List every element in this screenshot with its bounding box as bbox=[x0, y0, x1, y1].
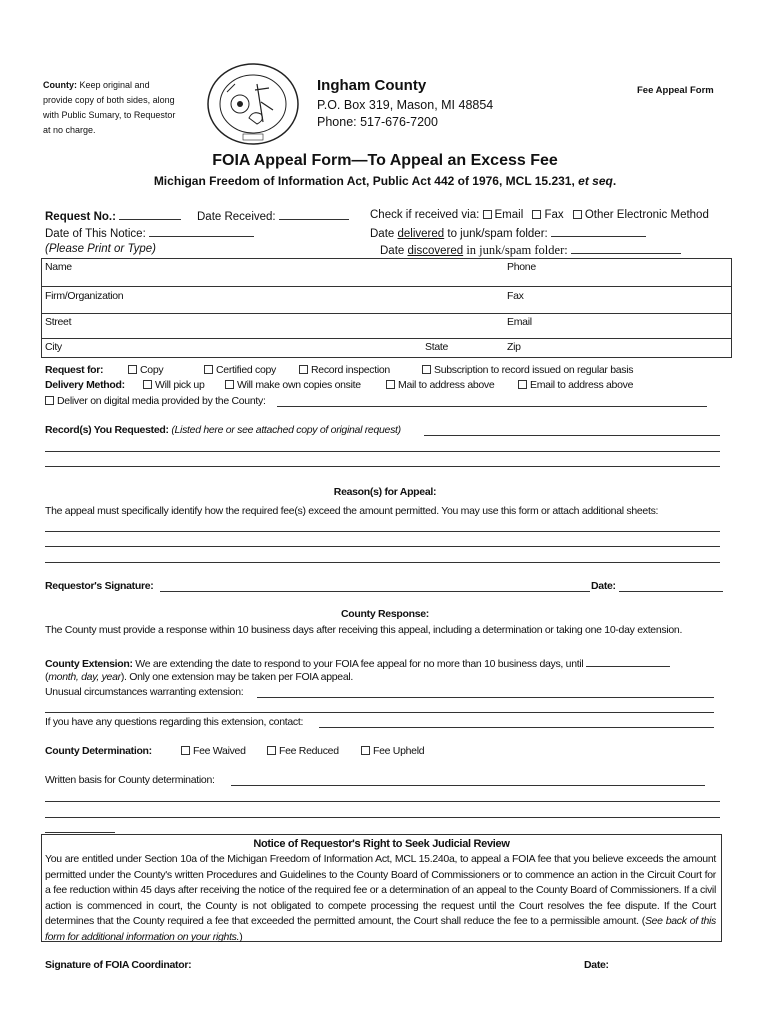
digital-media-line[interactable] bbox=[277, 406, 707, 407]
request-for-option-copy[interactable]: Copy bbox=[128, 364, 163, 376]
coordinator-signature-label: Signature of FOIA Coordinator: bbox=[45, 959, 192, 971]
email-field[interactable]: Email bbox=[507, 316, 532, 328]
checkbox-icon bbox=[267, 746, 276, 755]
contact-table bbox=[41, 258, 732, 358]
via-email-checkbox[interactable] bbox=[483, 210, 492, 219]
checkbox-icon bbox=[225, 380, 234, 389]
name-field[interactable]: Name bbox=[45, 261, 72, 273]
extension-contact-label: If you have any questions regarding this extension, contact: bbox=[45, 716, 304, 728]
state-field[interactable]: State bbox=[425, 341, 449, 353]
delivery-option-pickup[interactable]: Will pick up bbox=[143, 379, 205, 391]
unusual-circumstances-line[interactable] bbox=[257, 697, 714, 698]
firm-field[interactable]: Firm/Organization bbox=[45, 290, 124, 302]
checkbox-icon bbox=[143, 380, 152, 389]
checkbox-icon bbox=[299, 365, 308, 374]
city-field[interactable]: City bbox=[45, 341, 62, 353]
written-basis-label: Written basis for County determination: bbox=[45, 774, 215, 786]
request-for-option-inspection[interactable]: Record inspection bbox=[299, 364, 390, 376]
written-basis-line[interactable] bbox=[45, 832, 115, 833]
street-field[interactable]: Street bbox=[45, 316, 72, 328]
date-delivered-field[interactable] bbox=[551, 226, 646, 237]
unusual-circumstances-label: Unusual circumstances warranting extension: bbox=[45, 686, 244, 698]
delivery-option-mail[interactable]: Mail to address above bbox=[386, 379, 494, 391]
determination-option-waived[interactable]: Fee Waived bbox=[181, 745, 246, 757]
request-for-label: Request for: bbox=[45, 364, 104, 376]
records-requested: Record(s) You Requested: (Listed here or see attached copy of original request) bbox=[45, 424, 401, 436]
form-title: FOIA Appeal Form—To Appeal an Excess Fee bbox=[212, 152, 558, 169]
date-received: Date Received: bbox=[197, 209, 349, 223]
delivery-option-email[interactable]: Email to address above bbox=[518, 379, 633, 391]
checkbox-icon bbox=[128, 365, 137, 374]
delivery-option-onsite[interactable]: Will make own copies onsite bbox=[225, 379, 361, 391]
org-address: P.O. Box 319, Mason, MI 48854 bbox=[317, 98, 494, 112]
records-line[interactable] bbox=[424, 435, 720, 436]
determination-option-reduced[interactable]: Fee Reduced bbox=[267, 745, 339, 757]
checkbox-icon bbox=[386, 380, 395, 389]
form-label: Fee Appeal Form bbox=[637, 85, 714, 96]
delivery-method-label: Delivery Method: bbox=[45, 379, 125, 391]
requestor-signature-label: Requestor's Signature: bbox=[45, 580, 154, 592]
written-basis-line[interactable] bbox=[231, 785, 705, 786]
date-discovered: Date discovered in junk/spam folder: bbox=[380, 243, 681, 258]
checkbox-icon bbox=[45, 396, 54, 405]
county-response-heading: County Response: bbox=[341, 608, 429, 620]
county-response-text: The County must provide a response within 10 business days after receiving this appeal, including a determination or taking one 10-day extension. bbox=[45, 624, 683, 636]
request-no: Request No.: bbox=[45, 209, 181, 223]
request-no-field[interactable] bbox=[119, 209, 181, 220]
extension-contact-line[interactable] bbox=[319, 727, 714, 728]
phone-field[interactable]: Phone bbox=[507, 261, 536, 273]
please-print-note: (Please Print or Type) bbox=[45, 243, 156, 255]
reason-line[interactable] bbox=[45, 531, 720, 532]
checkbox-icon bbox=[518, 380, 527, 389]
records-line[interactable] bbox=[45, 466, 720, 467]
form-subtitle: Michigan Freedom of Information Act, Public Act 442 of 1976, MCL 15.231, et seq. bbox=[153, 174, 617, 188]
reason-line[interactable] bbox=[45, 546, 720, 547]
org-phone: Phone: 517-676-7200 bbox=[317, 115, 438, 129]
signature-date-line[interactable] bbox=[619, 591, 723, 592]
notice-heading: Notice of Requestor's Right to Seek Judicial Review bbox=[253, 838, 510, 850]
reasons-heading: Reason(s) for Appeal: bbox=[333, 486, 437, 498]
date-discovered-field[interactable] bbox=[571, 243, 681, 254]
unusual-circumstances-line[interactable] bbox=[45, 712, 714, 713]
records-line[interactable] bbox=[45, 451, 720, 452]
extension-date-field[interactable] bbox=[586, 656, 670, 667]
extension-format-note: (month, day, year). Only one extension may be taken per FOIA appeal. bbox=[45, 671, 354, 683]
checkbox-icon bbox=[361, 746, 370, 755]
delivery-option-digital[interactable]: Deliver on digital media provided by the County: bbox=[45, 395, 266, 407]
requestor-signature-line[interactable] bbox=[160, 591, 590, 592]
reasons-instruction: The appeal must specifically identify how the required fee(s) exceed the amount permitted. You may use this form or attach additional sheets: bbox=[45, 505, 659, 517]
notice-body: You are entitled under Section 10a of the Michigan Freedom of Information Act, MCL 15.240a, to appeal a FOIA fee that you believe exceeds the amount permitted under the County's written Procedures and Guidelines to the County Board of Commissioners or to commence an action in the Circuit Court for a fee reduction within 45 days after receiving the notice of the required fee or a determination of an appeal to the County Board of Commissioners. If a civil action is commenced in court, the County is not obligated to compete processing the request until the Court resolves the fee dispute. If the Court determines that the County required a fee that exceeded the permitted amount, the Court shall reduce the fee to a permissible amount. (See back of this form for additional information on your rights.) bbox=[45, 853, 716, 943]
org-name: Ingham County bbox=[317, 77, 427, 94]
signature-date-label: Date: bbox=[591, 580, 616, 592]
via-other-checkbox[interactable] bbox=[573, 210, 582, 219]
county-seal-logo bbox=[205, 62, 301, 146]
request-for-option-subscription[interactable]: Subscription to record issued on regular basis bbox=[422, 364, 633, 376]
checkbox-icon bbox=[181, 746, 190, 755]
written-basis-line[interactable] bbox=[45, 801, 720, 802]
county-extension: County Extension: We are extending the date to respond to your FOIA fee appeal for no more than 10 business days, until bbox=[45, 656, 670, 670]
date-received-field[interactable] bbox=[279, 209, 349, 220]
checkbox-icon bbox=[422, 365, 431, 374]
determination-option-upheld[interactable]: Fee Upheld bbox=[361, 745, 424, 757]
coordinator-date-label: Date: bbox=[584, 959, 609, 971]
request-for-option-certified[interactable]: Certified copy bbox=[204, 364, 276, 376]
checkbox-icon bbox=[204, 365, 213, 374]
county-note: County: Keep original and provide copy of both sides, along with Public Sumary, to Requestor at no charge. bbox=[43, 80, 176, 135]
reason-line[interactable] bbox=[45, 562, 720, 563]
zip-field[interactable]: Zip bbox=[507, 341, 521, 353]
fax-field[interactable]: Fax bbox=[507, 290, 524, 302]
date-notice: Date of This Notice: bbox=[45, 226, 254, 240]
county-determination-label: County Determination: bbox=[45, 745, 152, 757]
date-notice-field[interactable] bbox=[149, 226, 254, 237]
received-via: Check if received via: Email Fax Other Electronic Method bbox=[370, 209, 709, 221]
date-delivered: Date delivered to junk/spam folder: bbox=[370, 226, 646, 240]
via-fax-checkbox[interactable] bbox=[532, 210, 541, 219]
written-basis-line[interactable] bbox=[45, 817, 720, 818]
